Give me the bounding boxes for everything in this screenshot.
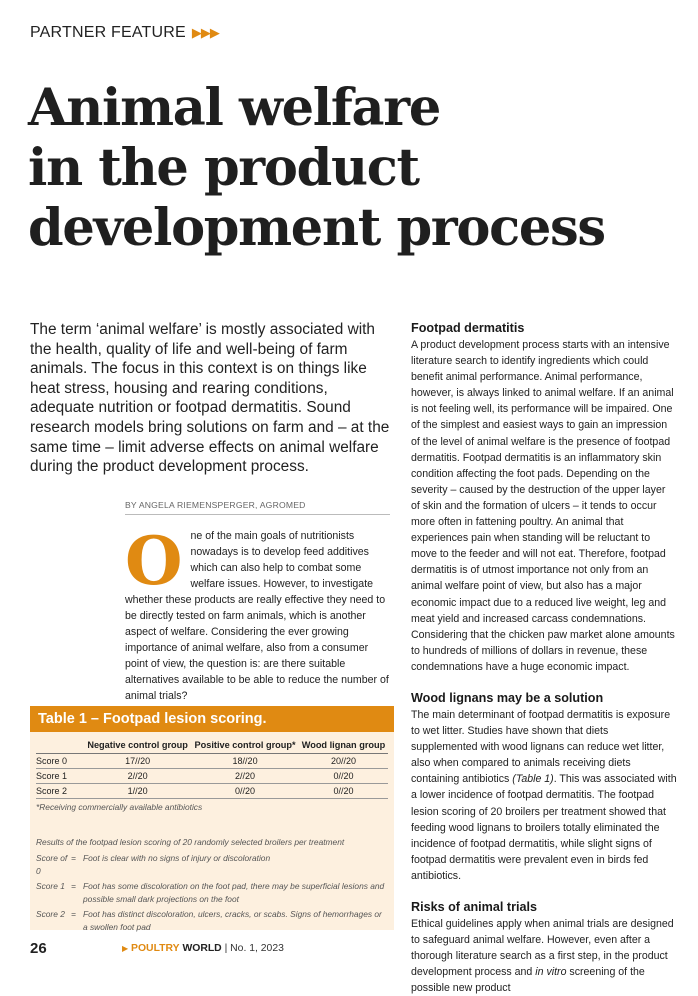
score-note (36, 908, 388, 934)
lead-paragraph: The term ‘animal welfare’ is mostly associated with the health, quality of life and well-being of farm animals. The focus in this context is on things like heat stress, housing and rearing conditions, adequate nutrition or footpad dermatitis. Sound research models bring solutions on farm and – at the same time – limit adverse effects on animal welfare during the product development process. (30, 321, 390, 476)
section-heading-footpad-dermatitis: Footpad dermatitis (411, 321, 525, 335)
table-notes (36, 836, 388, 934)
intro-paragraph (125, 522, 390, 705)
score-note-text: Foot has distinct discoloration, ulcers, cracks, or scabs. Signs of hemorrhages or a swollen foot pad (83, 909, 382, 932)
body-text: The main determinant of footpad dermatitis is exposure to wet litter. Studies have shown that diets supplemented with wood lignans can reduce wet litter, also when compared to animals receiving diets containing antibiotics (411, 708, 671, 786)
table-cell: 0//20 (299, 769, 388, 784)
score-note-eq: = (71, 853, 76, 863)
score-note-key: Score 1 (36, 881, 65, 891)
body-text: . This was associated with a lower incidence of footpad dermatitis. The footpad lesion scoring of 20 broilers per treatment showed that feeding wood lignans to broilers totally eliminated the incidence of footpad dermatitis, while slight signs of footpad dermatitis were prevalent even in birds fed antibiotics. (411, 773, 677, 882)
score-note-text: Foot is clear with no signs of injury or discoloration (83, 853, 271, 863)
score-note (36, 880, 388, 906)
score-note-key: Score of 0 (36, 853, 68, 876)
section-body-footpad-dermatitis: A product development process starts with an intensive literature search to identify ingredients which could benefit animal performance. Animal performance, however, is always linked to animal welfare. If an animal is not feeling well, its performance will be impaired. One of the simplest and easiest ways to gain an impression of the level of animal welfare is the presence of footpad dermatitis. Footpad dermatitis is an inflammatory skin condition affecting the foot pads. Depending on the severity – caused by the destruction of the upper layer of skin and the formation of ulcers – it tends to occur more often in fattening poultry. An animal that experiences pain when standing will be reluctant to move to the feeder and will not eat. Therefore, footpad dermatitis is of utmost importance not only from an animal welfare point of view, but also has a major economic impact due to a reduced live weight, leg and meat yield and increased carcass condemnations. Considering that the chicken paw market alone amounts to hundreds of millions of dollars in revenue, these condemnations have a huge economic impact. (411, 339, 675, 673)
table-cell: 2//20 (84, 769, 191, 784)
headline-line-2: in the product (28, 138, 419, 198)
table-reference: (Table 1) (512, 773, 554, 786)
footpad-score-table (36, 740, 388, 799)
intro-text: ne of the main goals of nutritionists nowadays is to develop feed additives which can also help to combat some welfare issues. However, to investigate whether these products are really effective they need to be directly tested on farm animals, which is another aspect of welfare. Considering the ever growing importance of animal welfare, also from a consumer point of view, the question is: are there suitable alternatives available to be able to reduce the number of animal trials? (125, 530, 389, 703)
table-row (36, 754, 388, 769)
kicker-arrows-icon: ▶▶▶ (191, 25, 219, 40)
issue-info: | No. 1, 2023 (224, 943, 284, 954)
body-text: screening of the possible new product (411, 966, 645, 995)
triangle-icon: ▶ (122, 944, 129, 953)
table-cell: 0//20 (191, 784, 299, 799)
table-cell: Score 1 (36, 769, 84, 784)
table-footnote: *Receiving commercially available antibiotics (36, 802, 203, 812)
section-heading-risks: Risks of animal trials (411, 900, 537, 914)
table-cell: 1//20 (84, 784, 191, 799)
table-cell: 0//20 (299, 784, 388, 799)
table-header-row (36, 740, 388, 754)
score-note-key: Score 2 (36, 909, 65, 919)
table-title: Table 1 – Footpad lesion scoring. (30, 706, 394, 732)
table-cell: 20//20 (299, 754, 388, 769)
page-number: 26 (30, 940, 47, 957)
table-header-cell: Positive control group* (191, 740, 299, 754)
right-column (411, 320, 677, 996)
table-notes-title: Results of the footpad lesion scoring of 20 randomly selected broilers per treatment (36, 837, 345, 847)
headline-line-3: development process (28, 198, 605, 258)
table-panel (30, 706, 394, 930)
byline: BY ANGELA RIEMENSPERGER, AGROMED (125, 500, 390, 515)
drop-cap: O (125, 522, 183, 600)
headline-line-1: Animal welfare (28, 78, 440, 138)
article-headline (28, 78, 678, 258)
table-cell: Score 0 (36, 754, 84, 769)
table-header-cell (36, 740, 84, 754)
table-cell: Score 2 (36, 784, 84, 799)
section-kicker (30, 24, 219, 42)
italic-term: in vitro (535, 966, 567, 979)
kicker-label: PARTNER FEATURE (30, 24, 186, 41)
table-cell: 18//20 (191, 754, 299, 769)
magazine-credit (122, 943, 284, 954)
table-row (36, 769, 388, 784)
page-footer (30, 940, 670, 960)
table-cell: 2//20 (191, 769, 299, 784)
brand-poultry: POULTRY (131, 943, 180, 954)
section-body-wood-lignans (411, 707, 677, 884)
score-note-text: Foot has some discoloration on the foot pad, there may be superficial lesions and possible small dark projections on the foot (83, 881, 385, 904)
table-row (36, 784, 388, 799)
score-note-eq: = (71, 909, 76, 919)
table-header-cell: Wood lignan group (299, 740, 388, 754)
score-note-eq: = (71, 881, 76, 891)
score-note (36, 852, 388, 878)
brand-world: WORLD (182, 943, 222, 954)
table-cell: 17//20 (84, 754, 191, 769)
body-text: Ethical guidelines apply when animal trials are designed to safeguard animal welfare. However, even after a thorough literature search as a first step, in the product development process and (411, 918, 674, 979)
table-header-cell: Negative control group (84, 740, 191, 754)
section-heading-wood-lignans: Wood lignans may be a solution (411, 690, 604, 705)
